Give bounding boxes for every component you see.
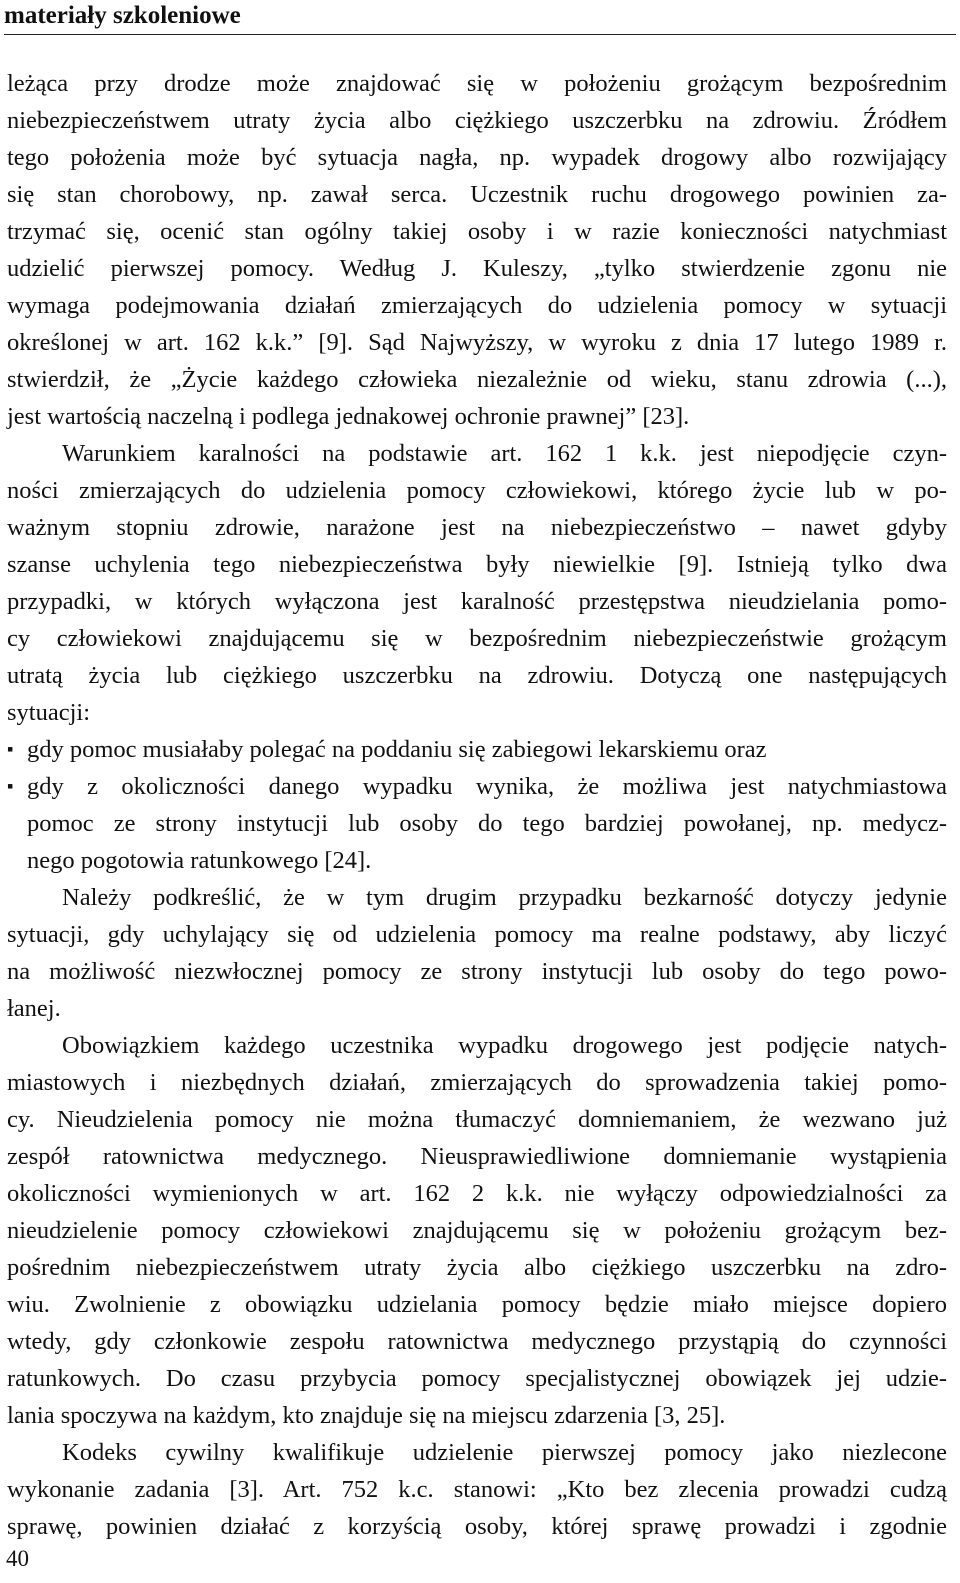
bullet-marker: ▪ (7, 739, 14, 759)
text-line: cy. Nieudzielenia pomocy nie można tłumaczyć domniemaniem, że wezwano już (7, 1106, 947, 1133)
text-line: Obowiązkiem każdego uczestnika wypadku drogowego jest podjęcie natych- (62, 1032, 947, 1059)
text-line: miastowych i niezbędnych działań, zmierzających do sprowadzenia takiej pomo- (7, 1069, 947, 1096)
bullet-text: gdy pomoc musiałaby polegać na poddaniu się zabiegowi lekarskiemu oraz (27, 736, 767, 763)
text-line: pośrednim niebezpieczeństwem utraty życia albo ciężkiego uszczerbku na zdro- (7, 1254, 947, 1281)
bullet-marker: ▪ (7, 776, 14, 796)
text-line: jest wartością naczelną i podlega jednakowej ochronie prawnej” [23]. (7, 403, 690, 430)
text-line: lania spoczywa na każdym, kto znajduje się na miejscu zdarzenia [3, 25]. (7, 1402, 726, 1429)
text-line: szanse uchylenia tego niebezpieczeństwa były niewielkie [9]. Istnieją tylko dwa (7, 551, 947, 578)
text-line: wymaga podejmowania działań zmierzających do udzielenia pomocy w sytuacji (7, 292, 947, 319)
header-title: materiały szkoleniowe (4, 2, 241, 29)
running-header (4, 0, 956, 35)
text-line: trzymać się, ocenić stan ogólny takiej osoby i w razie konieczności natychmiast (7, 218, 947, 245)
text-line: łanej. (7, 995, 61, 1022)
text-line: cy człowiekowi znajdującemu się w bezpośrednim niebezpieczeństwie grożącym (7, 625, 947, 652)
text-line: Warunkiem karalności na podstawie art. 162 1 k.k. jest niepodjęcie czyn- (62, 440, 947, 467)
text-line: ważnym stopniu zdrowie, narażone jest na niebezpieczeństwo – nawet gdyby (7, 514, 947, 541)
text-line: stwierdził, że „Życie każdego człowieka niezależnie od wieku, stanu zdrowia (...), (7, 366, 947, 393)
text-line: tego położenia może być sytuacja nagła, np. wypadek drogowy albo rozwijający (7, 144, 947, 171)
text-line: leżąca przy drodze może znajdować się w położeniu grożącym bezpośrednim (7, 70, 947, 97)
text-line: niebezpieczeństwem utraty życia albo ciężkiego uszczerbku na zdrowiu. Źródłem (7, 107, 947, 134)
text-line: udzielić pierwszej pomocy. Według J. Kuleszy, „tylko stwierdzenie zgonu nie (7, 255, 947, 282)
page-number: 40 (6, 1546, 29, 1571)
text-line: na możliwość niezwłocznej pomocy ze strony instytucji lub osoby do tego powo- (7, 958, 947, 985)
text-line: ratunkowych. Do czasu przybycia pomocy specjalistycznej obowiązek jej udzie- (7, 1365, 947, 1392)
text-line: zespół ratownictwa medycznego. Nieusprawiedliwione domniemanie wystąpienia (7, 1143, 947, 1170)
text-line: nieudzielenie pomocy człowiekowi znajdującemu się w położeniu grożącym bez- (7, 1217, 947, 1244)
text-line: Kodeks cywilny kwalifikuje udzielenie pierwszej pomocy jako niezlecone (62, 1439, 947, 1466)
bullet-text: gdy z okoliczności danego wypadku wynika, że możliwa jest natychmiastowa (27, 773, 947, 800)
text-line: sytuacji: (7, 699, 91, 726)
text-line: nego pogotowia ratunkowego [24]. (27, 847, 372, 874)
bullet-item (7, 768, 947, 805)
text-line: wtedy, gdy członkowie zespołu ratownictwa medycznego przystąpią do czynności (7, 1328, 947, 1355)
text-line: się stan chorobowy, np. zawał serca. Uczestnik ruchu drogowego powinien za- (7, 181, 947, 208)
bullet-item (7, 731, 947, 768)
text-line: ności zmierzających do udzielenia pomocy człowiekowi, którego życie lub w po- (7, 477, 947, 504)
document-body (7, 65, 947, 1545)
text-line: określonej w art. 162 k.k.” [9]. Sąd Najwyższy, w wyroku z dnia 17 lutego 1989 r. (7, 329, 947, 356)
text-line: pomoc ze strony instytucji lub osoby do tego bardziej powołanej, np. medycz- (27, 810, 947, 837)
text-line: przypadki, w których wyłączona jest karalność przestępstwa nieudzielania pomo- (7, 588, 947, 615)
text-line: sprawę, powinien działać z korzyścią osoby, której sprawę prowadzi i zgodnie (7, 1513, 947, 1540)
text-line: utratą życia lub ciężkiego uszczerbku na zdrowiu. Dotyczą one następujących (7, 662, 947, 689)
text-line: okoliczności wymienionych w art. 162 2 k.k. nie wyłączy odpowiedzialności za (7, 1180, 947, 1207)
text-line: Należy podkreślić, że w tym drugim przypadku bezkarność dotyczy jedynie (62, 884, 947, 911)
text-line: wiu. Zwolnienie z obowiązku udzielania pomocy będzie miało miejsce dopiero (7, 1291, 947, 1318)
text-line: sytuacji, gdy uchylający się od udzielenia pomocy ma realne podstawy, aby liczyć (7, 921, 947, 948)
text-line: wykonanie zadania [3]. Art. 752 k.c. stanowi: „Kto bez zlecenia prowadzi cudzą (7, 1476, 947, 1503)
